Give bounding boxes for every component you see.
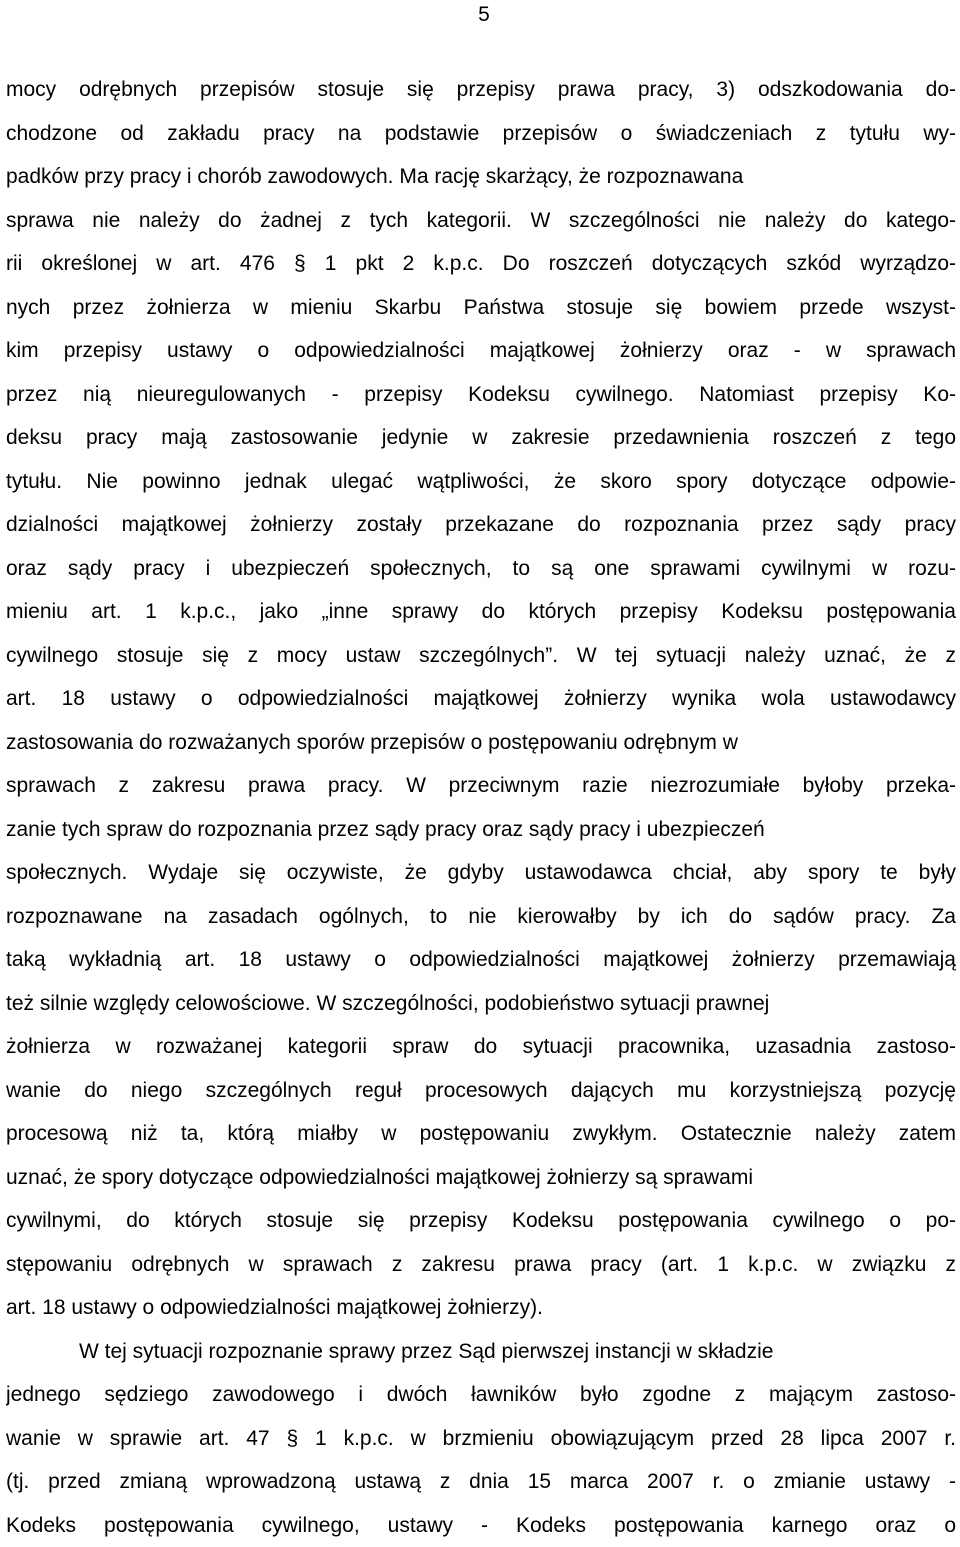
text-line: żołnierza w rozważanej kategorii spraw do sytuacji pracownika, uzasadnia zastoso-	[6, 1025, 956, 1069]
text-line: społecznych. Wydaje się oczywiste, że gdyby ustawodawca chciał, aby spory te były	[6, 851, 956, 895]
text-line: sprawach z zakresu prawa pracy. W przeciwnym razie niezrozumiałe byłoby przeka-	[6, 764, 956, 808]
text-line: uznać, że spory dotyczące odpowiedzialności majątkowej żołnierzy są sprawami	[6, 1156, 956, 1200]
text-line: deksu pracy mają zastosowanie jedynie w zakresie przedawnienia roszczeń z tego	[6, 416, 956, 460]
text-line: art. 18 ustawy o odpowiedzialności majątkowej żołnierzy).	[6, 1286, 956, 1330]
text-line: też silnie względy celowościowe. W szczególności, podobieństwo sytuacji prawnej	[6, 982, 956, 1026]
text-line: wanie do niego szczególnych reguł procesowych dających mu korzystniejszą pozycję	[6, 1069, 956, 1113]
text-line: przez nią nieuregulowanych - przepisy Kodeksu cywilnego. Natomiast przepisy Ko-	[6, 373, 956, 417]
text-line: zanie tych spraw do rozpoznania przez sądy pracy oraz sądy pracy i ubezpieczeń	[6, 808, 956, 852]
text-line: mocy odrębnych przepisów stosuje się przepisy prawa pracy, 3) odszkodowania do-	[6, 68, 956, 112]
text-line: padków przy pracy i chorób zawodowych. Ma rację skarżący, że rozpoznawana	[6, 155, 956, 199]
document-body	[6, 68, 956, 1547]
text-line: wanie w sprawie art. 47 § 1 k.p.c. w brzmieniu obowiązującym przed 28 lipca 2007 r.	[6, 1417, 956, 1461]
text-line: (tj. przed zmianą wprowadzoną ustawą z dnia 15 marca 2007 r. o zmianie ustawy -	[6, 1460, 956, 1504]
text-line: cywilnymi, do których stosuje się przepisy Kodeksu postępowania cywilnego o po-	[6, 1199, 956, 1243]
text-line: mieniu art. 1 k.p.c., jako „inne sprawy do których przepisy Kodeksu postępowania	[6, 590, 956, 634]
text-line: jednego sędziego zawodowego i dwóch ławników było zgodne z mającym zastoso-	[6, 1373, 956, 1417]
text-line: stępowaniu odrębnych w sprawach z zakresu prawa pracy (art. 1 k.p.c. w związku z	[6, 1243, 956, 1287]
text-line: dzialności majątkowej żołnierzy zostały przekazane do rozpoznania przez sądy pracy	[6, 503, 956, 547]
text-line: tytułu. Nie powinno jednak ulegać wątpliwości, że skoro spory dotyczące odpowie-	[6, 460, 956, 504]
text-line: sprawa nie należy do żadnej z tych kategorii. W szczególności nie należy do katego-	[6, 199, 956, 243]
text-line: kim przepisy ustawy o odpowiedzialności majątkowej żołnierzy oraz - w sprawach	[6, 329, 956, 373]
text-line: cywilnego stosuje się z mocy ustaw szczególnych”. W tej sytuacji należy uznać, że z	[6, 634, 956, 678]
text-line: rii określonej w art. 476 § 1 pkt 2 k.p.c. Do roszczeń dotyczących szkód wyrządzo-	[6, 242, 956, 286]
text-line: rozpoznawane na zasadach ogólnych, to nie kierowałby by ich do sądów pracy. Za	[6, 895, 956, 939]
text-line: Kodeks postępowania cywilnego, ustawy - Kodeks postępowania karnego oraz o	[6, 1504, 956, 1547]
page-number: 5	[472, 2, 496, 28]
text-line: chodzone od zakładu pracy na podstawie przepisów o świadczeniach z tytułu wy-	[6, 112, 956, 156]
text-line: taką wykładnią art. 18 ustawy o odpowiedzialności majątkowej żołnierzy przemawiają	[6, 938, 956, 982]
text-line: W tej sytuacji rozpoznanie sprawy przez Sąd pierwszej instancji w składzie	[6, 1330, 956, 1374]
text-line: nych przez żołnierza w mieniu Skarbu Państwa stosuje się bowiem przede wszyst-	[6, 286, 956, 330]
paragraph	[6, 68, 956, 1330]
paragraph	[6, 1330, 956, 1547]
text-line: oraz sądy pracy i ubezpieczeń społecznych, to są one sprawami cywilnymi w rozu-	[6, 547, 956, 591]
text-line: art. 18 ustawy o odpowiedzialności majątkowej żołnierzy wynika wola ustawodawcy	[6, 677, 956, 721]
text-line: zastosowania do rozważanych sporów przepisów o postępowaniu odrębnym w	[6, 721, 956, 765]
text-line: procesową niż ta, którą miałby w postępowaniu zwykłym. Ostatecznie należy zatem	[6, 1112, 956, 1156]
